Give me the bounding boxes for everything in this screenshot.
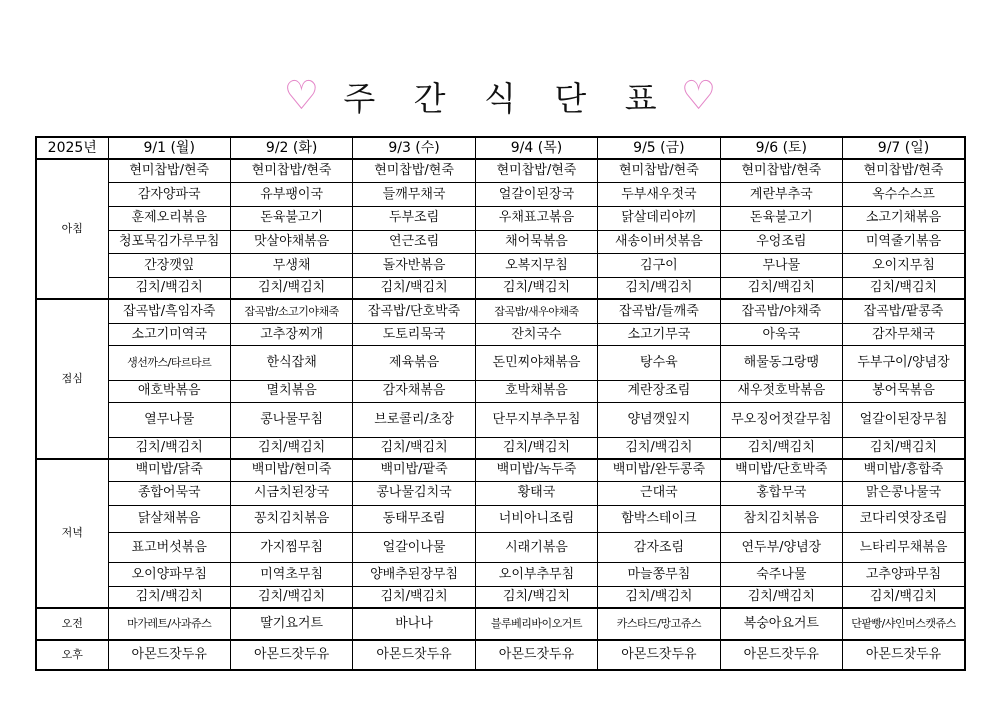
menu-cell: 가지찜무침 (230, 533, 352, 563)
menu-cell: 미역초무침 (230, 563, 352, 587)
menu-cell: 아몬드잣두유 (720, 640, 842, 670)
menu-cell: 함박스테이크 (598, 505, 720, 533)
menu-cell: 김치/백김치 (353, 586, 475, 608)
menu-cell: 채어묵볶음 (475, 230, 597, 254)
menu-cell: 생선까스/타르타르 (108, 345, 230, 380)
day-header: 9/4 (목) (475, 137, 597, 159)
menu-cell: 감자양파국 (108, 183, 230, 207)
menu-cell: 아몬드잣두유 (230, 640, 352, 670)
menu-cell: 두부조림 (353, 206, 475, 230)
menu-cell: 애호박볶음 (108, 380, 230, 402)
menu-cell: 맛살야채볶음 (230, 230, 352, 254)
menu-row (36, 481, 965, 505)
menu-row (36, 277, 965, 299)
menu-cell: 한식잡채 (230, 345, 352, 380)
menu-cell: 김치/백김치 (475, 586, 597, 608)
heart-icon: ♡ (680, 73, 717, 119)
menu-cell: 무나물 (720, 254, 842, 278)
menu-row (36, 402, 965, 437)
menu-cell: 제육볶음 (353, 345, 475, 380)
menu-cell: 양배추된장무침 (353, 563, 475, 587)
menu-row (36, 254, 965, 278)
menu-cell: 잡곡밥/소고기야채죽 (230, 299, 352, 324)
meal-label: 오후 (36, 640, 108, 670)
menu-cell: 잡곡밥/팥콩죽 (843, 299, 965, 324)
menu-cell: 김치/백김치 (475, 277, 597, 299)
menu-cell: 소고기채볶음 (843, 206, 965, 230)
menu-cell: 김치/백김치 (598, 586, 720, 608)
menu-cell: 현미찹밥/현죽 (720, 159, 842, 183)
menu-cell: 동태무조림 (353, 505, 475, 533)
meal-label: 아침 (36, 159, 108, 299)
menu-cell: 콩나물김치국 (353, 481, 475, 505)
menu-cell: 계란부추국 (720, 183, 842, 207)
menu-cell: 아몬드잣두유 (843, 640, 965, 670)
menu-cell: 바나나 (353, 608, 475, 640)
day-header: 9/7 (일) (843, 137, 965, 159)
menu-cell: 백미밥/완두콩죽 (598, 459, 720, 482)
menu-cell: 연두부/양념장 (720, 533, 842, 563)
menu-cell: 김치/백김치 (353, 277, 475, 299)
menu-row (36, 608, 965, 640)
menu-cell: 김치/백김치 (720, 586, 842, 608)
menu-cell: 백미밥/현미죽 (230, 459, 352, 482)
menu-cell: 잡곡밥/새우야채죽 (475, 299, 597, 324)
page-title (0, 70, 1000, 122)
menu-cell: 두부새우젓국 (598, 183, 720, 207)
menu-row (36, 586, 965, 608)
menu-cell: 잡곡밥/야채죽 (720, 299, 842, 324)
menu-cell: 연근조림 (353, 230, 475, 254)
menu-row (36, 563, 965, 587)
menu-cell: 닭살채볶음 (108, 505, 230, 533)
menu-cell: 잔치국수 (475, 324, 597, 346)
menu-cell: 김치/백김치 (598, 437, 720, 459)
menu-cell: 얼갈이나물 (353, 533, 475, 563)
year-cell: 2025년 (36, 137, 108, 159)
menu-cell: 백미밥/단호박죽 (720, 459, 842, 482)
menu-cell: 아몬드잣두유 (353, 640, 475, 670)
menu-cell: 단팥빵/샤인머스캣쥬스 (843, 608, 965, 640)
menu-cell: 너비아니조림 (475, 505, 597, 533)
menu-cell: 콩나물무침 (230, 402, 352, 437)
menu-cell: 김치/백김치 (843, 437, 965, 459)
day-header: 9/3 (수) (353, 137, 475, 159)
meal-label: 오전 (36, 608, 108, 640)
weekly-menu-table (35, 136, 966, 671)
menu-cell: 단무지부추무침 (475, 402, 597, 437)
menu-cell: 현미찹밥/현죽 (843, 159, 965, 183)
menu-cell: 오이부추무침 (475, 563, 597, 587)
menu-cell: 꽁치김치볶음 (230, 505, 352, 533)
menu-cell: 돈민찌야채볶음 (475, 345, 597, 380)
menu-cell: 복숭아요거트 (720, 608, 842, 640)
menu-cell: 김치/백김치 (108, 437, 230, 459)
menu-row (36, 345, 965, 380)
menu-cell: 감자무채국 (843, 324, 965, 346)
menu-cell: 돌자반볶음 (353, 254, 475, 278)
menu-cell: 새우젓호박볶음 (720, 380, 842, 402)
menu-cell: 블루베리바이오거트 (475, 608, 597, 640)
menu-cell: 느타리무채볶음 (843, 533, 965, 563)
menu-cell: 탕수육 (598, 345, 720, 380)
menu-cell: 간장깻잎 (108, 254, 230, 278)
menu-cell: 미역줄기볶음 (843, 230, 965, 254)
menu-cell: 카스타드/망고쥬스 (598, 608, 720, 640)
menu-row (36, 183, 965, 207)
header-row (36, 137, 965, 159)
menu-cell: 닭살데리야끼 (598, 206, 720, 230)
menu-cell: 무오징어젓갈무침 (720, 402, 842, 437)
menu-cell: 고추장찌개 (230, 324, 352, 346)
menu-cell: 감자조림 (598, 533, 720, 563)
menu-cell: 현미찹밥/현죽 (598, 159, 720, 183)
menu-cell: 소고기무국 (598, 324, 720, 346)
menu-cell: 두부구이/양념장 (843, 345, 965, 380)
heart-icon: ♡ (283, 73, 320, 119)
menu-cell: 잡곡밥/단호박죽 (353, 299, 475, 324)
menu-cell: 백미밥/닭죽 (108, 459, 230, 482)
menu-row (36, 640, 965, 670)
meal-label: 점심 (36, 299, 108, 459)
menu-cell: 백미밥/녹두죽 (475, 459, 597, 482)
menu-cell: 아욱국 (720, 324, 842, 346)
meal-label: 저녁 (36, 459, 108, 608)
menu-cell: 청포묵김가루무침 (108, 230, 230, 254)
menu-cell: 현미찹밥/현죽 (353, 159, 475, 183)
menu-cell: 마늘쫑무침 (598, 563, 720, 587)
menu-cell: 우엉조림 (720, 230, 842, 254)
menu-cell: 잡곡밥/흑임자죽 (108, 299, 230, 324)
menu-cell: 무생채 (230, 254, 352, 278)
menu-cell: 소고기미역국 (108, 324, 230, 346)
menu-cell: 김치/백김치 (843, 586, 965, 608)
menu-cell: 홍합무국 (720, 481, 842, 505)
menu-cell: 계란장조림 (598, 380, 720, 402)
menu-cell: 브로콜리/초장 (353, 402, 475, 437)
menu-cell: 열무나물 (108, 402, 230, 437)
menu-cell: 김치/백김치 (230, 586, 352, 608)
menu-cell: 옥수수스프 (843, 183, 965, 207)
menu-cell: 김치/백김치 (720, 437, 842, 459)
menu-cell: 현미찹밥/현죽 (475, 159, 597, 183)
menu-cell: 우채표고볶음 (475, 206, 597, 230)
day-header: 9/6 (토) (720, 137, 842, 159)
menu-cell: 도토리묵국 (353, 324, 475, 346)
menu-cell: 아몬드잣두유 (108, 640, 230, 670)
menu-cell: 아몬드잣두유 (598, 640, 720, 670)
menu-cell: 얼갈이된장국 (475, 183, 597, 207)
menu-cell: 김치/백김치 (720, 277, 842, 299)
menu-row (36, 533, 965, 563)
menu-cell: 훈제오리볶음 (108, 206, 230, 230)
menu-row (36, 380, 965, 402)
menu-cell: 마가레트/사과쥬스 (108, 608, 230, 640)
menu-row (36, 459, 965, 482)
menu-cell: 돈육불고기 (230, 206, 352, 230)
menu-cell: 김치/백김치 (475, 437, 597, 459)
menu-cell: 숙주나물 (720, 563, 842, 587)
day-header: 9/1 (월) (108, 137, 230, 159)
menu-cell: 멸치볶음 (230, 380, 352, 402)
menu-row (36, 206, 965, 230)
menu-cell: 들깨무채국 (353, 183, 475, 207)
title-text: 주 간 식 단 표 (343, 78, 671, 118)
menu-cell: 황태국 (475, 481, 597, 505)
menu-cell: 돈육불고기 (720, 206, 842, 230)
menu-cell: 참치김치볶음 (720, 505, 842, 533)
day-header: 9/2 (화) (230, 137, 352, 159)
menu-cell: 맑은콩나물국 (843, 481, 965, 505)
menu-cell: 감자채볶음 (353, 380, 475, 402)
menu-cell: 김치/백김치 (108, 277, 230, 299)
menu-row (36, 505, 965, 533)
menu-cell: 새송이버섯볶음 (598, 230, 720, 254)
menu-cell: 양념깻잎지 (598, 402, 720, 437)
menu-cell: 백미밥/흥합죽 (843, 459, 965, 482)
menu-cell: 호박채볶음 (475, 380, 597, 402)
menu-cell: 김치/백김치 (108, 586, 230, 608)
menu-cell: 종합어묵국 (108, 481, 230, 505)
menu-row (36, 437, 965, 459)
menu-cell: 김치/백김치 (230, 277, 352, 299)
menu-cell: 현미찹밥/현죽 (230, 159, 352, 183)
menu-cell: 김치/백김치 (843, 277, 965, 299)
menu-row (36, 324, 965, 346)
menu-cell: 김치/백김치 (353, 437, 475, 459)
menu-cell: 근대국 (598, 481, 720, 505)
menu-cell: 오이지무침 (843, 254, 965, 278)
menu-cell: 시래기볶음 (475, 533, 597, 563)
menu-cell: 김구이 (598, 254, 720, 278)
menu-cell: 코다리엿장조림 (843, 505, 965, 533)
menu-row (36, 159, 965, 183)
menu-cell: 김치/백김치 (598, 277, 720, 299)
menu-cell: 오복지무침 (475, 254, 597, 278)
menu-cell: 고추양파무침 (843, 563, 965, 587)
menu-cell: 백미밥/팥죽 (353, 459, 475, 482)
menu-cell: 봉어묵볶음 (843, 380, 965, 402)
menu-cell: 오이양파무침 (108, 563, 230, 587)
menu-cell: 현미찹밥/현죽 (108, 159, 230, 183)
menu-cell: 김치/백김치 (230, 437, 352, 459)
menu-cell: 얼갈이된장무침 (843, 402, 965, 437)
menu-cell: 시금치된장국 (230, 481, 352, 505)
menu-row (36, 299, 965, 324)
menu-cell: 아몬드잣두유 (475, 640, 597, 670)
day-header: 9/5 (금) (598, 137, 720, 159)
menu-cell: 딸기요거트 (230, 608, 352, 640)
menu-cell: 표고버섯볶음 (108, 533, 230, 563)
menu-cell: 해물동그랑땡 (720, 345, 842, 380)
menu-row (36, 230, 965, 254)
menu-cell: 유부팽이국 (230, 183, 352, 207)
menu-cell: 잡곡밥/들깨죽 (598, 299, 720, 324)
